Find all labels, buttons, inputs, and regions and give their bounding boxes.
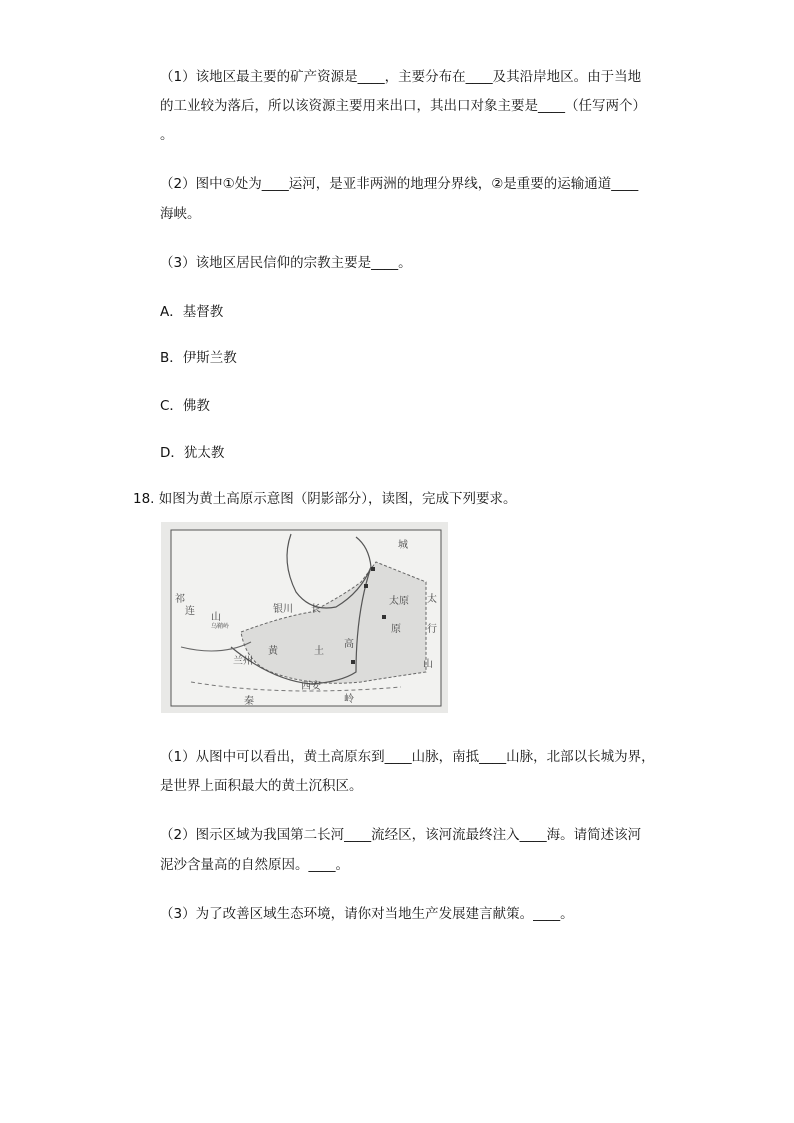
q18-part2-line1: （2）图示区域为我国第二长河____流经区，该河流最终注入____海。请简述该河 [160, 827, 642, 843]
q18-part1-line2: 是世界上面积最大的黄土沉积区。 [160, 778, 363, 794]
map-label: 太原 [389, 596, 409, 607]
map-label: 原 [391, 624, 401, 635]
option-a: A．基督教 [160, 304, 224, 320]
q17-part2-line2: 海峡。 [160, 206, 201, 222]
q17-part1-line3: 。 [160, 127, 174, 143]
option-b: B．伊斯兰教 [160, 350, 237, 366]
map-label: 山 [423, 659, 433, 670]
map-label: 太 [427, 594, 437, 605]
map-label: 秦 [244, 696, 254, 707]
map-graphic [161, 522, 448, 713]
q17-part2-line1: （2）图中①处为____运河，是亚非两洲的地理分界线，②是重要的运输通道____ [160, 176, 639, 192]
map-label: 土 [314, 646, 324, 657]
map-label: 山 [211, 612, 221, 623]
map-label: 岭 [344, 694, 354, 705]
q17-part3: （3）该地区居民信仰的宗教主要是____。 [160, 255, 412, 271]
q17-part1-line2: 的工业较为落后，所以该资源主要用来出口，其出口对象主要是____（任写两个） [160, 98, 646, 114]
map-label: 城 [398, 540, 408, 551]
map-label: 乌鞘岭 [211, 623, 230, 630]
map-label: 行 [427, 624, 437, 635]
map-label: 兰州 [233, 656, 253, 667]
map-label: 高 [344, 639, 354, 650]
q18-part3: （3）为了改善区域生态环境，请你对当地生产发展建言献策。____。 [160, 906, 574, 922]
map-label: 银川 [273, 604, 293, 615]
map-label: 黄 [268, 646, 278, 657]
question-text: 如图为黄土高原示意图（阴影部分），读图，完成下列要求。 [158, 491, 517, 507]
question-number: 18. [133, 491, 155, 507]
map-label: 长 [311, 604, 321, 615]
q18-part2-line2: 泥沙含量高的自然原因。____。 [160, 857, 349, 873]
q18-stem [133, 490, 517, 508]
q18-part1-line1: （1）从图中可以看出，黄土高原东到____山脉，南抵____山脉，北部以长城为界， [160, 749, 655, 765]
q17-part1-line1: （1）该地区最主要的矿产资源是____，主要分布在____及其沿岸地区。由于当地 [160, 69, 642, 85]
map-label: 连 [185, 606, 195, 617]
option-c: C．佛教 [160, 398, 210, 414]
option-d: D．犹太教 [160, 445, 225, 461]
map-label: 西安 [301, 681, 321, 692]
map-label: 祁 [175, 594, 185, 605]
loess-plateau-map [161, 522, 448, 713]
